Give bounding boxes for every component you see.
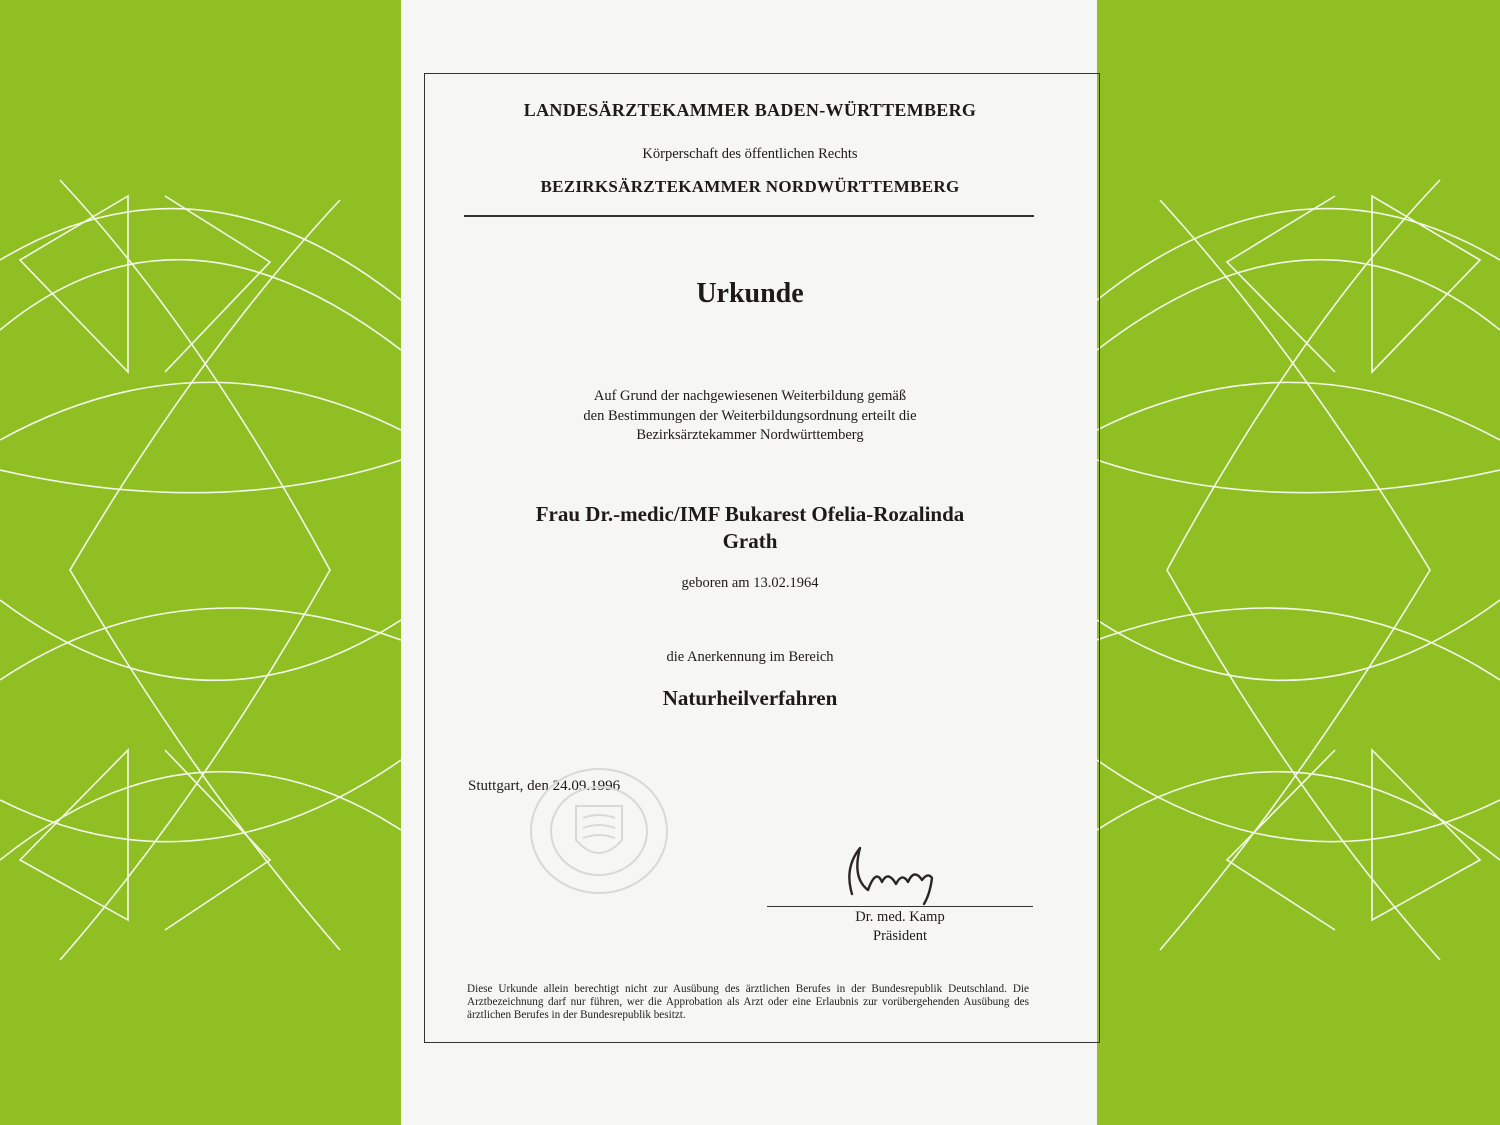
disclaimer-text: Diese Urkunde allein berechtigt nicht zur Ausübung des ärztlichen Berufes in der Bundesrepublik Deutschland. Die Arztbezeichnung darf nur führen, wer die Approbation als Arzt oder eine Erlaubnis zur vorübergehenden Ausübung des ärztlichen Berufes in der Bundesrepublik besitzt. bbox=[467, 983, 1029, 1021]
signatory-name: Dr. med. Kamp bbox=[855, 909, 945, 925]
signature-line bbox=[767, 906, 1033, 907]
recipient-name-line-1: Frau Dr.-medic/IMF Bukarest Ofelia-Rozalinda bbox=[535, 502, 965, 526]
birth-date: geboren am 13.02.1964 bbox=[681, 575, 819, 591]
intro-line-2: den Bestimmungen der Weiterbildungsordnung erteilt die bbox=[583, 408, 917, 424]
right-decorative-panel bbox=[1097, 0, 1500, 1125]
place-and-date: Stuttgart, den 24.09.1996 bbox=[468, 778, 621, 794]
recipient-name-line-2: Grath bbox=[722, 529, 778, 553]
embossed-seal-icon bbox=[528, 766, 670, 896]
right-line-pattern bbox=[1097, 0, 1500, 1125]
signatory-role: Präsident bbox=[873, 928, 927, 944]
recognition-field: Naturheilverfahren bbox=[662, 686, 838, 710]
signature-icon bbox=[838, 838, 948, 908]
header-divider bbox=[464, 215, 1034, 217]
certificate-border bbox=[424, 73, 1100, 1043]
chamber-subtitle: Körperschaft des öffentlichen Rechts bbox=[642, 146, 858, 162]
district-chamber-name: BEZIRKSÄRZTEKAMMER NORDWÜRTTEMBERG bbox=[540, 177, 960, 196]
certificate-title: Urkunde bbox=[696, 278, 804, 309]
recognition-intro: die Anerkennung im Bereich bbox=[666, 649, 834, 665]
intro-line-3: Bezirksärztekammer Nordwürttemberg bbox=[636, 427, 864, 443]
left-line-pattern bbox=[0, 0, 401, 1125]
left-decorative-panel bbox=[0, 0, 401, 1125]
intro-line-1: Auf Grund der nachgewiesenen Weiterbildung gemäß bbox=[593, 388, 907, 404]
chamber-name: LANDESÄRZTEKAMMER BADEN-WÜRTTEMBERG bbox=[523, 100, 977, 120]
